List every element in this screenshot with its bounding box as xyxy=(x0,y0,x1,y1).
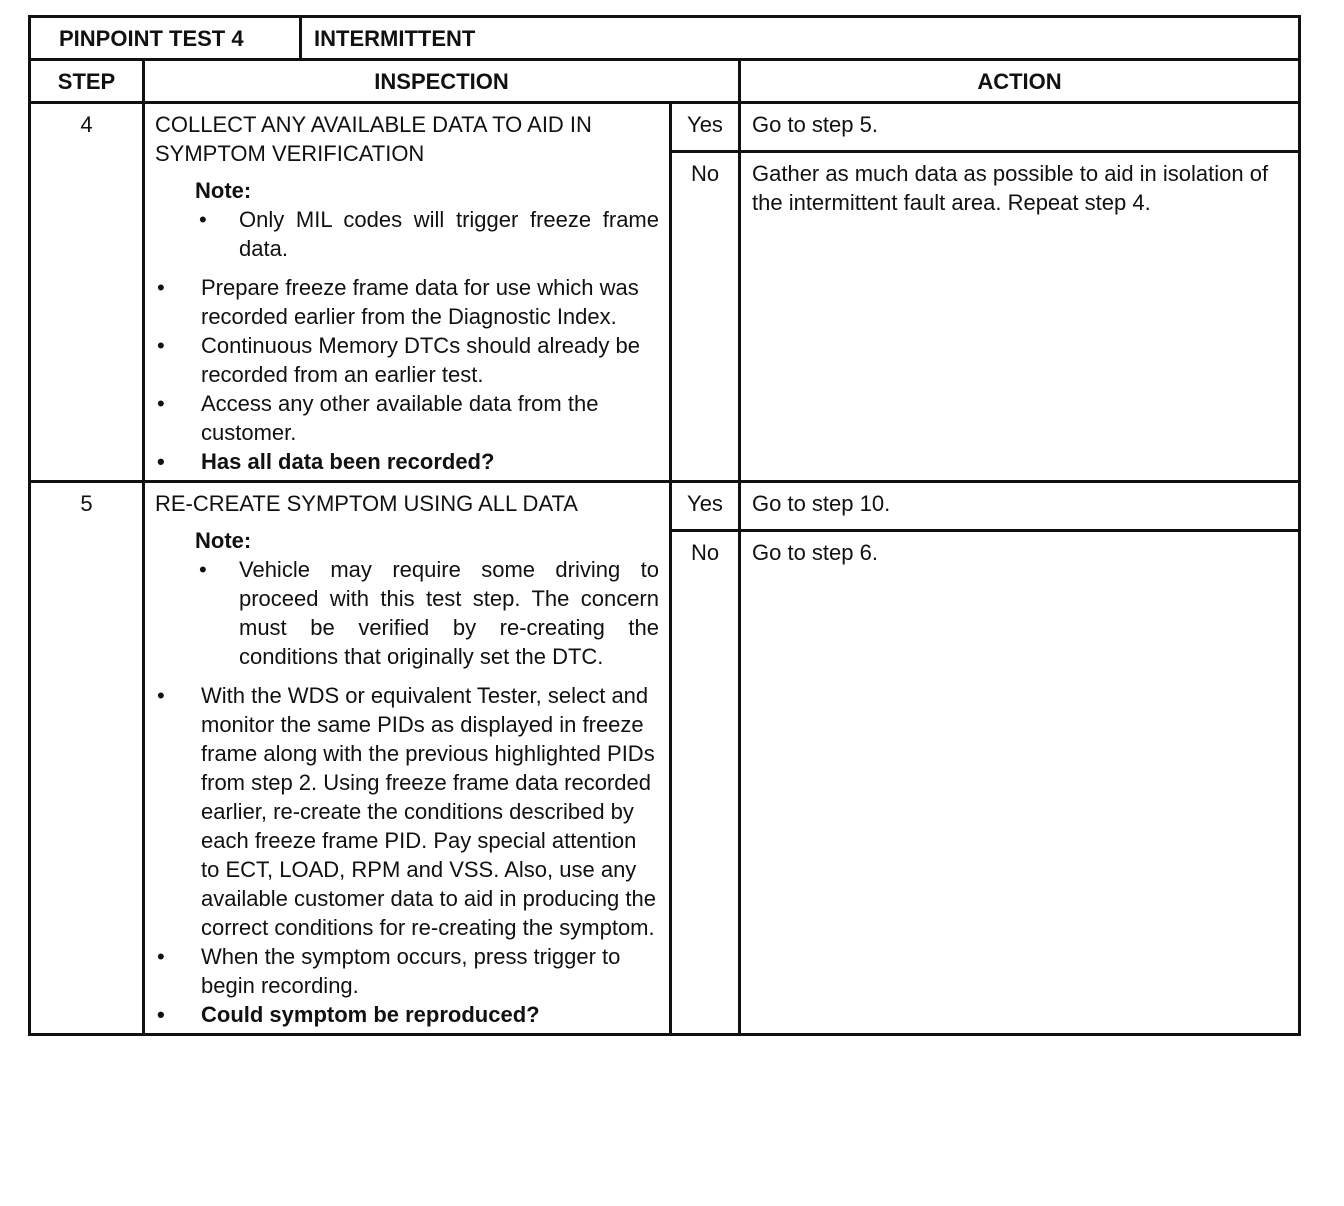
step-number: 4 xyxy=(30,103,144,482)
note-item: • Only MIL codes will trigger freeze frame data. xyxy=(195,205,659,263)
note-title: Note: xyxy=(195,178,252,203)
no-label: No xyxy=(671,531,740,1035)
column-header-row xyxy=(30,60,1300,103)
no-label: No xyxy=(671,152,740,482)
inspection-bullets xyxy=(155,681,659,1029)
bullet-item: • When the symptom occurs, press trigger to begin recording. xyxy=(155,942,659,1000)
yes-action: Go to step 10. xyxy=(740,482,1300,531)
inspection-cell xyxy=(144,482,671,1035)
note-title: Note: xyxy=(195,528,252,553)
note-block xyxy=(195,176,659,263)
pinpoint-test-document xyxy=(28,15,1298,1036)
pinpoint-test-table xyxy=(28,15,1301,1036)
yes-label: Yes xyxy=(671,103,740,152)
bullet-item: • Continuous Memory DTCs should already be recorded from an earlier test. xyxy=(155,331,659,389)
inspection-heading: RE-CREATE SYMPTOM USING ALL DATA xyxy=(155,491,578,516)
bullet-item: • Prepare freeze frame data for use which was recorded earlier from the Diagnostic Index. xyxy=(155,273,659,331)
step-row xyxy=(30,482,1300,531)
inspection-column-header: INSPECTION xyxy=(144,60,740,103)
test-name: INTERMITTENT xyxy=(301,17,1300,60)
test-number: PINPOINT TEST 4 xyxy=(30,17,301,60)
inspection-heading: COLLECT ANY AVAILABLE DATA TO AID IN SYMPTOM VERIFICATION xyxy=(155,112,592,166)
inspection-bullets xyxy=(155,273,659,476)
question-item: • Has all data been recorded? xyxy=(155,447,659,476)
question-item: • Could symptom be reproduced? xyxy=(155,1000,659,1029)
note-item: • Vehicle may require some driving to proceed with this test step. The concern must be verified by re-creating the conditions that originally set the DTC. xyxy=(195,555,659,671)
step-column-header: STEP xyxy=(30,60,144,103)
yes-label: Yes xyxy=(671,482,740,531)
no-action: Gather as much data as possible to aid in isolation of the intermittent fault area. Repeat step 4. xyxy=(740,152,1300,482)
step-row xyxy=(30,103,1300,152)
bullet-item: • With the WDS or equivalent Tester, select and monitor the same PIDs as displayed in freeze frame along with the previous highlighted PIDs from step 2. Using freeze frame data recorded earlier, re-create the conditions described by each freeze frame PID. Pay special attention to ECT, LOAD, RPM and VSS. Also, use any available customer data to aid in producing the correct conditions for re-creating the symptom. xyxy=(155,681,659,942)
note-block xyxy=(195,526,659,671)
inspection-cell xyxy=(144,103,671,482)
title-row xyxy=(30,17,1300,60)
no-action: Go to step 6. xyxy=(740,531,1300,1035)
yes-action: Go to step 5. xyxy=(740,103,1300,152)
step-number: 5 xyxy=(30,482,144,1035)
action-column-header: ACTION xyxy=(740,60,1300,103)
bullet-item: • Access any other available data from the customer. xyxy=(155,389,659,447)
